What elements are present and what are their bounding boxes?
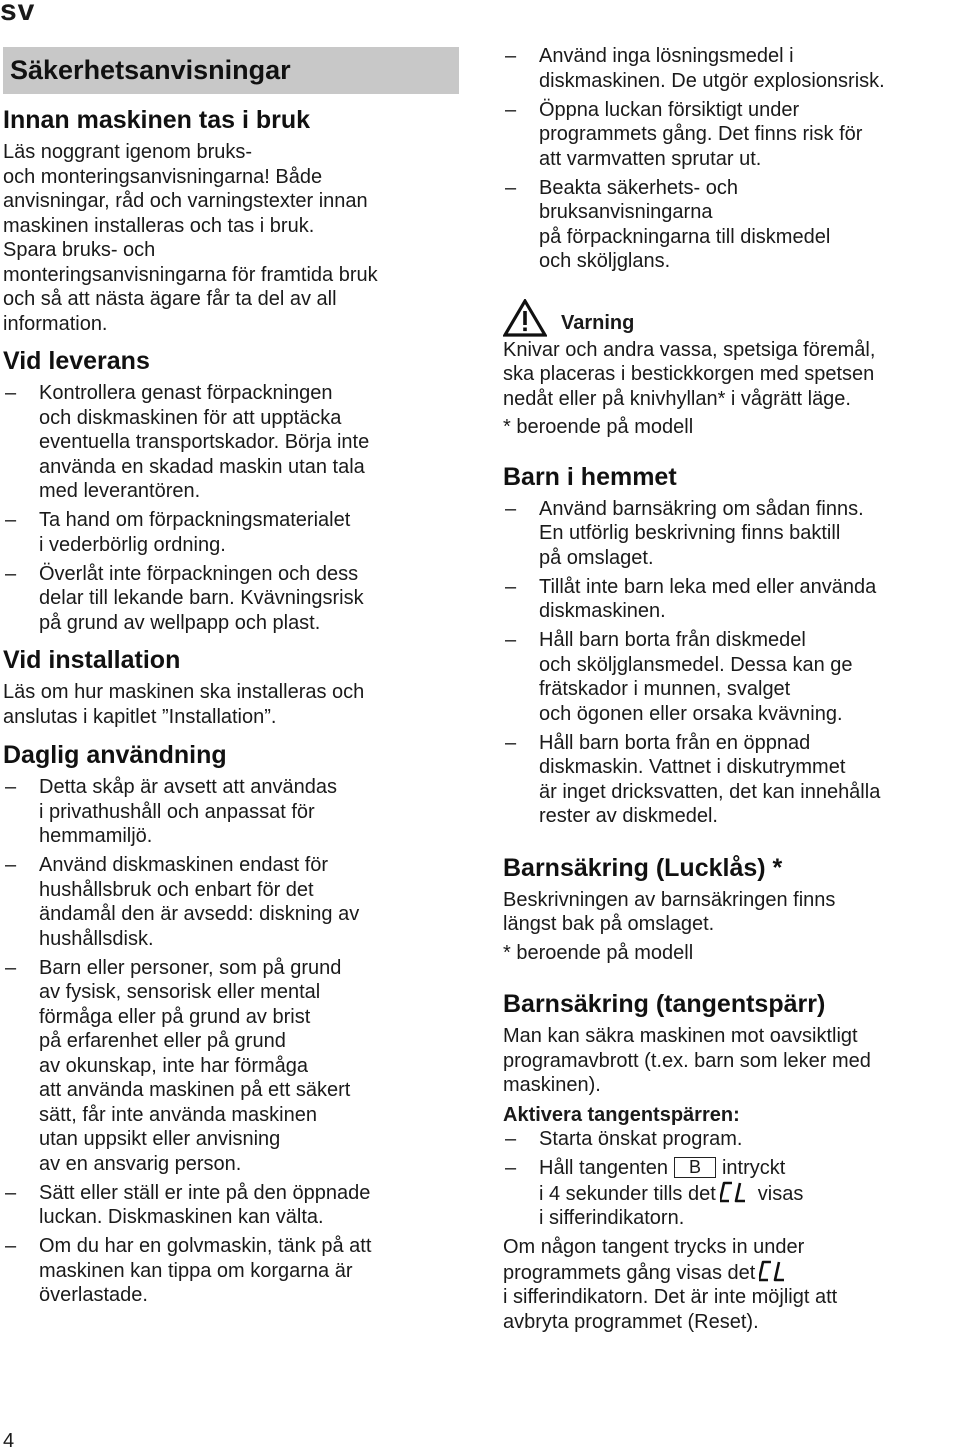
list-item [0,853,462,951]
text-line: och ögonen eller orsaka kvävning. [539,702,843,725]
tangent-steps [503,1127,955,1231]
text-line: Man kan säkra maskinen mot oavsiktligt [503,1025,858,1047]
dash-marker: – [505,98,517,121]
list-item [503,731,955,829]
top-list [503,44,955,274]
text-line: Kontrollera genast förpackningen [39,382,333,404]
tangent-subhead: Aktivera tangentspärren: [503,1103,740,1126]
barn-list [503,497,955,829]
list-item [0,775,462,849]
text-line: rester av diskmedel. [539,805,718,827]
dash-marker: – [505,731,517,754]
text-line: maskinen). [503,1074,601,1096]
text-line: avbryta programmet (Reset). [503,1310,759,1333]
list-item [503,1156,955,1231]
text-line: hushållsdisk. [39,927,154,950]
text-line: maskinen installeras och tas i bruk. [3,214,315,237]
text-line: Håll barn borta från diskmedel [539,629,806,651]
daglig-list [0,775,462,1308]
text-line: och så att nästa ägare får ta del av all [3,288,337,310]
text-line: anslutas i kapitlet ”Installation”. [3,705,277,728]
dash-marker: – [5,1235,17,1257]
text-line: Ta hand om förpackningsmaterialet [39,509,351,531]
lucklas-note: * beroende på modell [503,941,694,964]
text-line: luckan. Diskmaskinen kan välta. [39,1206,324,1228]
dash-marker: – [5,1181,17,1204]
text-line: Läs om hur maskinen ska installeras och [3,681,365,703]
text-line: hushållsbruk och enbart för det [39,878,314,901]
text-line: med leverantören. [39,480,201,502]
text-line: på omslaget. [539,546,654,569]
text-line: programavbrott (t.ex. barn som leker med [503,1049,871,1072]
text-line: i sifferindikatorn. Det är inte möjligt att [503,1286,838,1308]
dash-marker: – [5,562,17,585]
text-line: monteringsanvisningarna för framtida bruk [3,263,378,286]
language-code: sv [0,0,36,27]
section-banner: Säkerhetsanvisningar [3,47,459,94]
text-line: och sköljglans. [539,250,671,272]
text-line: Knivar och andra vassa, spetsiga föremål, [503,338,876,361]
text-line: på förpackningarna till diskmedel [539,225,831,248]
warning-note: * beroende på modell [503,416,694,438]
dash-marker: – [5,776,17,798]
list-item [0,956,462,1177]
heading-leverans: Vid leverans [3,347,150,375]
text-line: Överlåt inte förpackningen och dess [39,562,359,585]
text-line: maskinen kan tippa om korgarna är [39,1259,353,1282]
text-line: Om någon tangent trycks in under [503,1236,805,1258]
dash-marker: – [5,382,17,404]
text-line: eventuella transportskador. Börja inte [39,431,370,453]
text-line: Använd diskmaskinen endast för [39,854,329,876]
dash-marker: – [505,575,517,598]
heading-installation: Vid installation [3,646,181,674]
text-line: utan uppsikt eller anvisning [39,1128,281,1150]
dash-marker: – [505,1128,517,1150]
text-line: diskmaskinen. [539,600,666,622]
text-line: på grund av wellpapp och plast. [39,611,321,634]
text-line: diskmaskin. Vattnet i diskutrymmet [539,756,846,778]
text-line: och sköljglansmedel. Dessa kan ge [539,653,853,676]
step-text: i 4 sekunder tills det [539,1182,716,1205]
list-item [0,381,462,504]
text-line: på erfarenhet eller på grund [39,1030,286,1052]
heading-innan: Innan maskinen tas i bruk [3,106,311,134]
dash-marker: – [505,176,517,199]
text-line: i vederbörlig ordning. [39,533,226,556]
text-line: Läs noggrant igenom bruks- [3,141,253,163]
text-line: nedåt eller på knivhyllan* i vågrätt läge. [503,387,851,410]
warning-text [503,338,955,412]
text-line: Sätt eller ställ er inte på den öppnade [39,1181,371,1204]
text-line: programmets gång. Det finns risk för [539,123,863,145]
text-line: Tillåt inte barn leka med eller använda [539,575,877,598]
text-line: programmets gång visas det [503,1261,756,1284]
right-column [503,44,955,1334]
text-line: använda en skadad maskin utan tala [39,455,365,478]
text-line: Beskrivningen av barnsäkringen finns [503,888,836,911]
text-line: Spara bruks- och [3,239,156,261]
text-line: Använd inga lösningsmedel i [539,45,794,67]
text-line: ska placeras i bestickkorgen med spetsen [503,363,875,385]
text-line: och monteringsanvisningarna! Både [3,165,323,188]
text-line: längst bak på omslaget. [503,913,715,935]
list-item [503,497,955,571]
text-line: av okunskap, inte har förmåga [39,1054,309,1077]
list-item [503,44,955,93]
list-item [503,176,955,274]
text-line: Öppna luckan försiktigt under [539,98,800,121]
dash-marker: – [5,509,17,531]
step-text: i sifferindikatorn. [539,1207,685,1229]
text-line: delar till lekande barn. Kvävningsrisk [39,587,364,609]
text-line: att använda maskinen på ett säkert [39,1079,351,1101]
page-number: 4 [3,1430,15,1452]
text-line: anvisningar, råd och varningstexter innan [3,190,368,212]
list-item [503,98,955,172]
text-line: är inget dricksvatten, det kan innehålla [539,780,881,803]
text-line: att varmvatten sprutar ut. [539,147,762,170]
text-line: av en ansvarig person. [39,1152,242,1175]
leverans-list [0,381,462,635]
text-line: Beakta säkerhets- och [539,176,738,199]
text-line: Använd barnsäkring om sådan finns. [539,497,864,520]
heading-daglig: Daglig användning [3,741,227,769]
dash-marker: – [505,497,517,520]
warning-triangle-icon [503,299,547,337]
text-line: Om du har en golvmaskin, tänk på att [39,1235,372,1257]
list-item [0,1234,462,1308]
text-line: av fysisk, sensorisk eller mental [39,981,321,1003]
text-line: hemmamiljö. [39,825,153,847]
heading-barn: Barn i hemmet [503,462,677,491]
text-line: Håll barn borta från en öppnad [539,731,811,754]
step-text: visas [757,1182,804,1205]
list-item [0,508,462,557]
list-item [503,628,955,726]
dash-marker: – [505,1157,517,1179]
text-line: Detta skåp är avsett att användas [39,776,337,798]
heading-tangent: Barnsäkring (tangentspärr) [503,990,826,1018]
text-line: och diskmaskinen för att upptäcka [39,406,342,429]
list-item [503,575,955,624]
text-line: frätskador i munnen, svalget [539,678,791,700]
tangent-after-text [503,1235,955,1334]
list-item [503,1127,955,1152]
tangent-text [503,1024,955,1098]
list-item [0,1181,462,1230]
text-line: En utförlig beskrivning finns baktill [539,522,841,544]
dash-marker: – [505,629,517,651]
text-line: överlastade. [39,1284,148,1306]
text-line: bruksanvisningarna [539,201,713,223]
text-line: förmåga eller på grund av brist [39,1005,311,1028]
key-b-icon: B [674,1157,716,1178]
text-line: sätt, får inte använda maskinen [39,1103,317,1126]
installation-text [0,680,462,729]
text-line: information. [3,312,108,335]
warning-title: Varning [561,312,635,334]
text-line: Barn eller personer, som på grund [39,956,342,979]
heading-lucklas: Barnsäkring (Lucklås) * [503,853,783,882]
text-line: i privathushåll och anpassat för [39,800,315,823]
innan-text [0,140,462,336]
step-text: intryckt [721,1157,786,1179]
dash-marker: – [505,45,517,67]
dash-marker: – [5,854,17,876]
cl-display-icon [759,1260,793,1282]
step-text: Starta önskat program. [539,1128,743,1150]
warning-header [503,298,955,338]
left-column [0,44,462,1312]
list-item [0,562,462,636]
lucklas-text [503,888,955,937]
dash-marker: – [5,956,17,979]
cl-display-icon [720,1181,754,1203]
text-line: diskmaskinen. De utgör explosionsrisk. [539,69,885,92]
text-line: ändamål den är avsedd: diskning av [39,903,360,925]
step-text: Håll tangenten [539,1157,668,1179]
